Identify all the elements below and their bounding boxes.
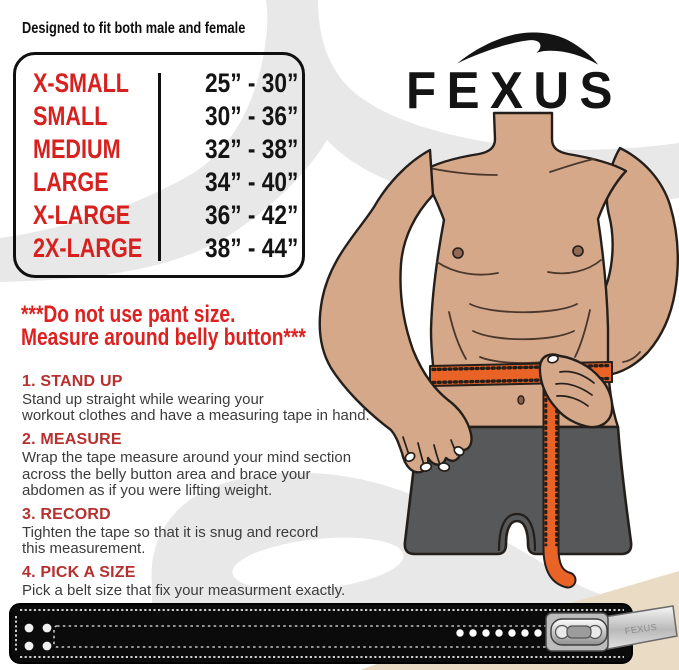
nipple-right <box>573 246 583 256</box>
step-line: across the belly button area and brace your <box>22 465 311 483</box>
step-title: 1. STAND UP <box>22 373 123 390</box>
size-label: MEDIUM <box>33 134 121 164</box>
step-title: 4. PICK A SIZE <box>22 564 136 582</box>
size-range: 36” - 42” <box>205 200 299 230</box>
size-label: X-LARGE <box>33 200 131 230</box>
size-range: 25” - 30” <box>205 68 299 98</box>
fingernail <box>438 462 450 471</box>
step-measure <box>22 431 392 499</box>
warning-line-2: Measure around belly button*** <box>21 324 306 351</box>
step-line: Pick a belt size that fix your measurment exactly. <box>22 582 346 600</box>
logo-text: FEXUS <box>406 62 623 120</box>
step-line: Tighten the tape so that it is snug and record <box>22 524 319 542</box>
buckle-latch <box>567 626 591 638</box>
warning-note <box>21 303 377 349</box>
step-title: 3. RECORD <box>22 506 111 524</box>
step-title: 2. MEASURE <box>22 431 122 449</box>
step-stand-up <box>22 373 392 424</box>
size-range: 32” - 38” <box>205 134 299 164</box>
step-line: workout clothes and have a measuring tape in hand. <box>22 407 370 425</box>
step-line: this measurement. <box>22 540 146 558</box>
buckle-brand-text: FEXUS <box>624 621 658 637</box>
step-line: Wrap the tape measure around your mind section <box>22 449 352 467</box>
size-label: LARGE <box>33 167 109 197</box>
tagline <box>22 20 301 38</box>
size-range: 30” - 36” <box>205 101 299 131</box>
size-row <box>16 67 302 100</box>
step-line: abdomen as if you were lifting weight. <box>22 481 273 499</box>
fexus-logo <box>398 24 648 120</box>
tagline-text: Designed to fit both male and female <box>22 20 246 37</box>
size-label: X-SMALL <box>33 68 129 98</box>
lever-belt <box>10 604 677 663</box>
step-line: Stand up straight while wearing your <box>22 391 264 408</box>
size-row <box>16 232 302 265</box>
size-range: 38” - 44” <box>205 233 299 263</box>
size-row <box>16 199 302 232</box>
size-label: 2X-LARGE <box>33 233 143 263</box>
size-row <box>16 166 302 199</box>
size-range: 34” - 40” <box>205 167 299 197</box>
nipple-left <box>453 248 463 258</box>
navel <box>518 396 524 404</box>
step-pick-a-size <box>22 564 392 599</box>
size-label: SMALL <box>33 101 108 131</box>
measure-steps <box>22 373 392 607</box>
warning-line-1: ***Do not use pant size. <box>21 301 236 328</box>
logo-swoosh-icon <box>455 27 607 67</box>
step-record <box>22 506 392 557</box>
size-row <box>16 100 302 133</box>
size-chart <box>13 52 305 278</box>
size-row <box>16 133 302 166</box>
